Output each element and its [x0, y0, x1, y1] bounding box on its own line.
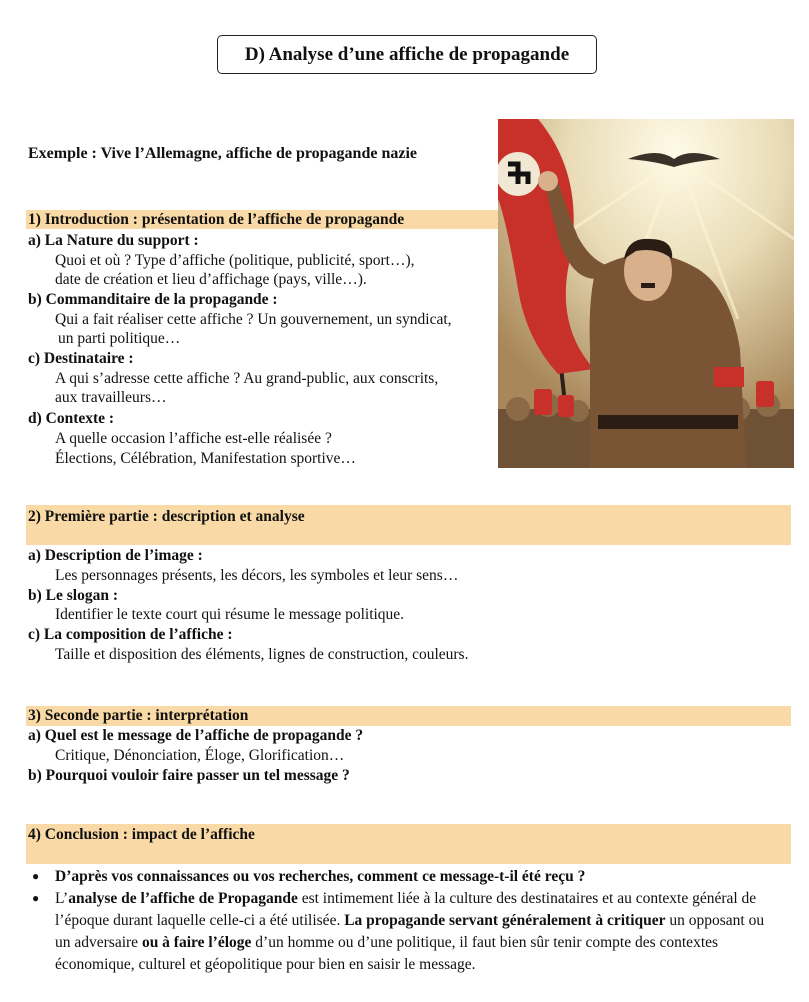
figure-armband: [714, 367, 744, 387]
section-1-a-title: a) La Nature du support :: [28, 232, 199, 249]
figure-belt: [598, 415, 738, 429]
section-1-d-title: d) Contexte :: [28, 410, 115, 427]
section-2-heading: 2) Première partie : description et analyse: [28, 508, 305, 525]
section-1-c-title: c) Destinataire :: [28, 350, 134, 367]
section-3-b-title: b) Pourquoi vouloir faire passer un tel message ?: [28, 767, 350, 784]
bullet-1-dot: ●: [32, 869, 40, 883]
section-1-a-line-2: date de création et lieu d’affichage (pays, ville…).: [55, 271, 367, 288]
section-1-c-line-1: A qui s’adresse cette affiche ? Au grand-public, aux conscrits,: [55, 370, 439, 387]
section-3-a-title: a) Quel est le message de l’affiche de propagande ?: [28, 727, 364, 744]
section-2-c-line-1: Taille et disposition des éléments, lignes de construction, couleurs.: [55, 646, 469, 663]
section-3-heading: 3) Seconde partie : interprétation: [28, 707, 249, 724]
bullet-2-bold-1: analyse de l’affiche de Propagande: [68, 890, 298, 907]
bullet-2-part-1: L’: [55, 890, 69, 907]
section-1-b-title: b) Commanditaire de la propagande :: [28, 291, 278, 308]
section-2-c-title: c) La composition de l’affiche :: [28, 626, 233, 643]
example-caption: Exemple : Vive l’Allemagne, affiche de propagande nazie: [28, 145, 417, 162]
section-2-b-title: b) Le slogan :: [28, 587, 118, 604]
section-1-b-line-1: Qui a fait réaliser cette affiche ? Un gouvernement, un syndicat,: [55, 311, 452, 328]
section-2-a-title: a) Description de l’image :: [28, 547, 203, 564]
section-2-a-line-1: Les personnages présents, les décors, les symboles et leur sens…: [55, 567, 459, 584]
page-title: D) Analyse d’une affiche de propagande: [217, 35, 597, 74]
section-1-d-line-2: Élections, Célébration, Manifestation sportive…: [55, 450, 356, 467]
bullet-2-bold-3: ou à faire l’éloge: [141, 934, 252, 951]
section-1-c-line-2: aux travailleurs…: [55, 389, 167, 406]
bullet-2-part-2: est intimement liée à la culture des destinataires et au contexte général de l’époque durant laquelle celle-ci a été utilisée.: [55, 890, 757, 929]
bullet-2-part-3: un opposant ou un adversaire: [55, 912, 765, 951]
bullet-2-bold-2: La propagande servant généralement à critiquer: [344, 912, 666, 929]
bullet-2-dot: ●: [32, 891, 40, 905]
section-1-b-line-2: un parti politique…: [58, 330, 181, 347]
poster-illustration: [498, 119, 794, 468]
section-3-a-line-1: Critique, Dénonciation, Éloge, Glorification…: [55, 747, 345, 764]
section-4-heading: 4) Conclusion : impact de l’affiche: [28, 826, 255, 843]
section-2-b-line-1: Identifier le texte court qui résume le message politique.: [55, 606, 405, 623]
propaganda-poster-image: [498, 119, 794, 468]
section-1-a-line-1: Quoi et où ? Type d’affiche (politique, publicité, sport…),: [55, 252, 415, 269]
bullet-1-text: D’après vos connaissances ou vos recherches, comment ce message-t-il été reçu ?: [55, 868, 586, 885]
bullet-2-part-4: d’un homme ou d’une politique, il faut bien sûr tenir compte des contextes économique, culturel et géopolitique pour bien en saisir le message.: [55, 934, 719, 973]
figure-hand: [538, 171, 558, 191]
figure-moustache: [641, 283, 655, 288]
bullet-2-text: [55, 888, 775, 976]
section-1-heading: 1) Introduction : présentation de l’affiche de propagande: [28, 211, 405, 228]
section-1-d-line-1: A quelle occasion l’affiche est-elle réalisée ?: [55, 430, 332, 447]
